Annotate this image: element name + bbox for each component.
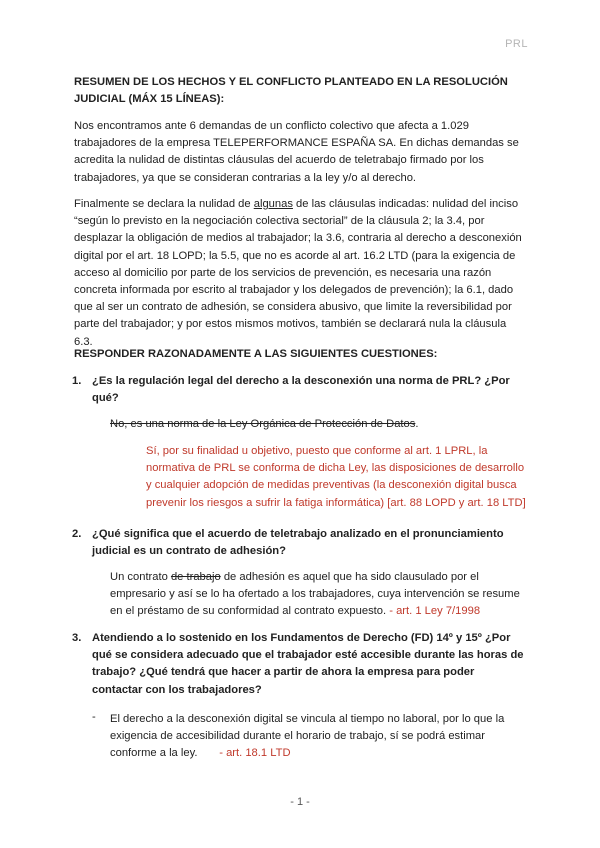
- p2-part-a: Finalmente se declara la nulidad de: [74, 198, 254, 210]
- questions-heading: RESPONDER RAZONADAMENTE A LAS SIGUIENTES CUESTIONES:: [74, 348, 438, 360]
- question-3-number: 3.: [72, 632, 82, 644]
- answer-2-part-2: de adhesión es aquel que ha sido clausulado por el empresario y así se lo ha ofertado a los trabajadores, cuya intervención se resume en el préstamo de su conformidad al contrato expuesto.: [110, 571, 520, 618]
- page-number: - 1 -: [290, 796, 310, 808]
- answer-3-text: El derecho a la desconexión digital se vincula al tiempo no laboral, por lo que la exigencia de accesibilidad durante el horario de trabajo, sí se podrá estimar conforme a la ley.: [110, 713, 505, 760]
- question-1: [72, 373, 526, 407]
- answer-1-correction: Sí, por su finalidad u objetivo, puesto que conforme al art. 1 LPRL, la normativa de PRL se conforma de dicha Ley, las disposiciones de desarrollo y cualquier adopción de medidas preventivas (la desconexión digital busca prevenir los riesgos a sufrir la fatiga informática) [art. 88 LOPD y art. 18 LTD]: [146, 445, 526, 509]
- answer-1-period: .: [415, 418, 419, 430]
- summary-p2-text: [74, 196, 526, 351]
- header-tag: PRL: [505, 38, 528, 50]
- p2-underlined: algunas: [253, 198, 293, 210]
- p2-part-b: de las cláusulas indicadas: nulidad del inciso “según lo previsto en la negociación colectiva sectorial” de la cláusula 2; la 3.4, por desplazar la obligación de medios al trabajador; la 3.6, contraria al derecho a desconexión digital por el art. 18 LOPD; la 5.5, que no es acorde al art. 16.2 LTD (para la exigencia de acceso al domicilio por parte de los servicios de prevención, es necesaria una razón concreta informada por escrito al trabajador y los delegados de prevención); la 6.1, dado que al ser un contrato de adhesión, se considera abusivo, que limite la reversibilidad por parte del trabajador; y por estos mismos motivos, también se declarará nula la cláusula 6.3.: [74, 198, 522, 348]
- answer-3-reference: - art. 18.1 LTD: [219, 747, 291, 760]
- question-2-number: 2.: [72, 528, 82, 540]
- answer-3: [110, 711, 528, 763]
- summary-paragraph-1: [74, 118, 526, 187]
- question-1-text: ¿Es la regulación legal del derecho a la desconexión una norma de PRL? ¿Por qué?: [92, 375, 510, 405]
- summary-heading: RESUMEN DE LOS HECHOS Y EL CONFLICTO PLANTEADO EN LA RESOLUCIÓN JUDICIAL (MÁX 15 LÍNEAS):: [74, 76, 508, 106]
- question-3: [72, 630, 526, 699]
- question-1-number: 1.: [72, 375, 82, 387]
- answer-1-struck-text: No, es una norma de la Ley Orgánica de Protección de Datos: [110, 418, 416, 430]
- question-2-text: ¿Qué significa que el acuerdo de teletrabajo analizado en el pronunciamiento judicial es un contrato de adhesión?: [92, 528, 504, 558]
- answer-2-part-1: Un contrato: [110, 571, 171, 583]
- answer-2-reference: - art. 1 Ley 7/1998: [389, 605, 481, 618]
- answer-3-bullet: -: [92, 711, 96, 723]
- question-3-text: Atendiendo a lo sostenido en los Fundamentos de Derecho (FD) 14º y 15º ¿Por qué se considera adecuado que el trabajador esté accesible durante las horas de trabajo? ¿Qué tendrá que hacer a partir de ahora la empresa para poder contactar con los trabajadores?: [92, 632, 524, 696]
- answer-2: [110, 569, 528, 621]
- answer-1-struck: [110, 416, 528, 433]
- answer-2-struck: de trabajo: [170, 571, 221, 583]
- summary-p1-text: Nos encontramos ante 6 demandas de un conflicto colectivo que afecta a 1.029 trabajadores de la empresa TELEPERFORMANCE ESPAÑA SA. En dichas demandas se acredita la nulidad de distintas cláusulas del acuerdo de teletrabajo firmado por los trabajadores, ya que se consideran contrarias a la ley y/o al derecho.: [74, 120, 519, 184]
- question-2: [72, 526, 526, 560]
- summary-paragraph-2: [74, 196, 526, 351]
